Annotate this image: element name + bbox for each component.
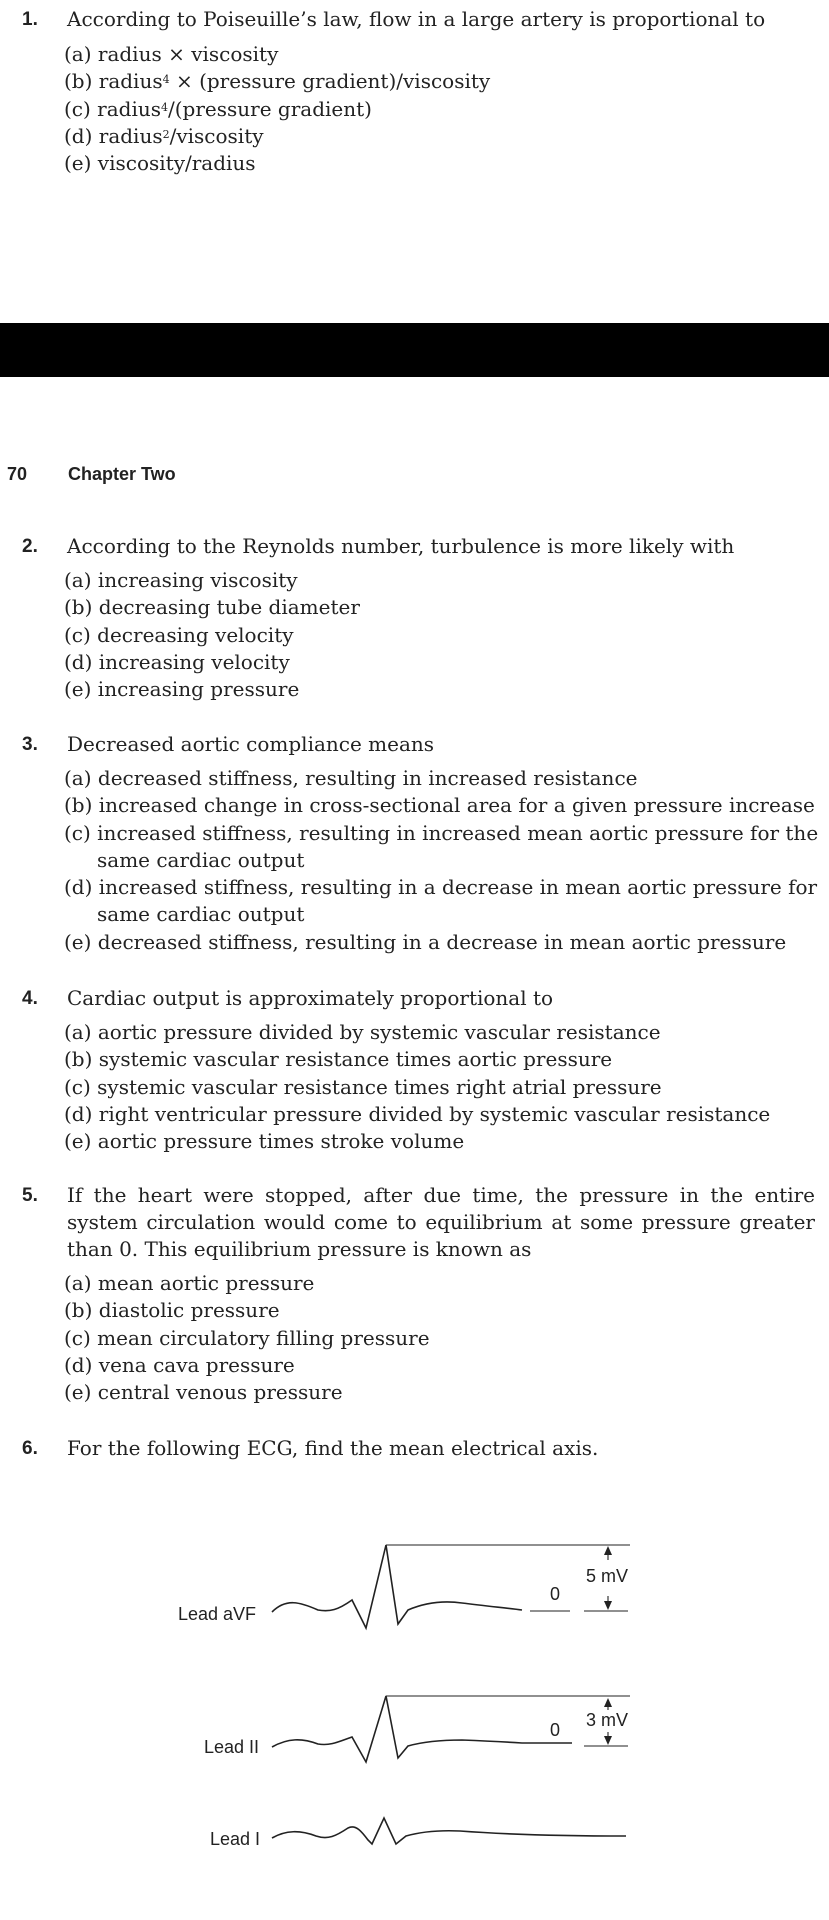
- question-stem: For the following ECG, find the mean electrical axis.: [67, 1436, 599, 1460]
- options-list: [64, 1270, 824, 1406]
- question-number: 3.: [22, 734, 38, 755]
- scale-arrow-down-head: [604, 1601, 612, 1610]
- option-e: (e) decreased stiffness, resulting in a decrease in mean aortic pressure: [64, 929, 787, 954]
- scale-label: 3 mV: [586, 1710, 629, 1730]
- ecg-lead-avf: [178, 1545, 630, 1628]
- option-d: (d) increasing velocity: [64, 649, 290, 674]
- lead-label: Lead I: [210, 1829, 261, 1849]
- ecg-lead-ii: [204, 1696, 630, 1762]
- question-stem: According to the Reynolds number, turbulence is more likely with: [67, 534, 735, 558]
- ecg-lead-i: [210, 1818, 626, 1849]
- option-b: (b) increased change in cross-sectional area for a given pressure increase: [64, 793, 815, 818]
- option-c: (c) mean circulatory filling pressure: [64, 1325, 430, 1350]
- scale-arrow-down-head: [604, 1736, 612, 1745]
- option-d: (d) increased stiffness, resulting in a decrease in mean aortic pressure for: [64, 875, 818, 900]
- option-c: (c) decreasing velocity: [64, 622, 294, 647]
- question-number: 5.: [22, 1185, 38, 1206]
- ecg-figure: [0, 1500, 829, 1880]
- option-a: (a) radius × viscosity: [64, 42, 279, 66]
- lead-label: Lead aVF: [178, 1604, 257, 1624]
- option-a: (a) increasing viscosity: [64, 568, 298, 592]
- option-c: (c) systemic vascular resistance times right atrial pressure: [64, 1074, 662, 1099]
- options-list: [64, 765, 824, 956]
- option-b: (b) systemic vascular resistance times aortic pressure: [64, 1047, 613, 1072]
- option-b: (b) decreasing tube diameter: [64, 595, 360, 620]
- option-e: (e) viscosity/radius: [64, 151, 256, 176]
- zero-label: 0: [550, 1720, 561, 1740]
- option-e: (e) aortic pressure times stroke volume: [64, 1129, 465, 1154]
- scale-label: 5 mV: [586, 1566, 629, 1586]
- options-list: [64, 1019, 824, 1155]
- option-a: (a) decreased stiffness, resulting in increased resistance: [64, 766, 638, 790]
- option-b: (b) radius$^4$ × (pressure gradient)/viscosity: [64, 69, 491, 94]
- question-stem: According to Poiseuille’s law, flow in a large artery is proportional to: [67, 7, 766, 31]
- option-e: (e) central venous pressure: [64, 1380, 343, 1405]
- question-number: 6.: [22, 1438, 38, 1459]
- option-d: (d) radius$^2$/viscosity: [64, 123, 264, 148]
- option-c-continuation: same cardiac output: [97, 847, 305, 872]
- question-stem: Decreased aortic compliance means: [67, 732, 435, 756]
- question-number: 1.: [22, 9, 38, 30]
- question-stem: Cardiac output is approximately proportional to: [67, 986, 554, 1010]
- option-e: (e) increasing pressure: [64, 677, 300, 702]
- options-list: [64, 567, 824, 703]
- option-c: (c) increased stiffness, resulting in increased mean aortic pressure for the: [64, 820, 819, 845]
- option-b: (b) diastolic pressure: [64, 1298, 280, 1323]
- zero-label: 0: [550, 1584, 561, 1604]
- option-a: (a) mean aortic pressure: [64, 1271, 315, 1295]
- redaction-band: [0, 323, 829, 377]
- question-number: 4.: [22, 988, 38, 1009]
- scale-arrow-up-head: [604, 1698, 612, 1707]
- page-number: 70: [7, 464, 28, 484]
- option-d: (d) right ventricular pressure divided by systemic vascular resistance: [64, 1101, 771, 1126]
- ecg-trace: [272, 1545, 522, 1628]
- ecg-trace: [272, 1696, 572, 1762]
- chapter-title: Chapter Two: [68, 464, 176, 484]
- option-a: (a) aortic pressure divided by systemic vascular resistance: [64, 1020, 661, 1044]
- question-stem: If the heart were stopped, after due time, the pressure in the entire system circulation would come to equilibrium at some pressure greater than 0. This equilibrium pressure is known as: [67, 1183, 815, 1261]
- option-d-continuation: same cardiac output: [97, 902, 305, 927]
- options-list: [64, 41, 824, 177]
- lead-label: Lead II: [204, 1737, 260, 1757]
- ecg-trace: [272, 1818, 626, 1844]
- scale-arrow-up-head: [604, 1546, 612, 1555]
- option-d: (d) vena cava pressure: [64, 1352, 295, 1377]
- option-c: (c) radius$^4$/(pressure gradient): [64, 96, 372, 121]
- question-number: 2.: [22, 536, 38, 557]
